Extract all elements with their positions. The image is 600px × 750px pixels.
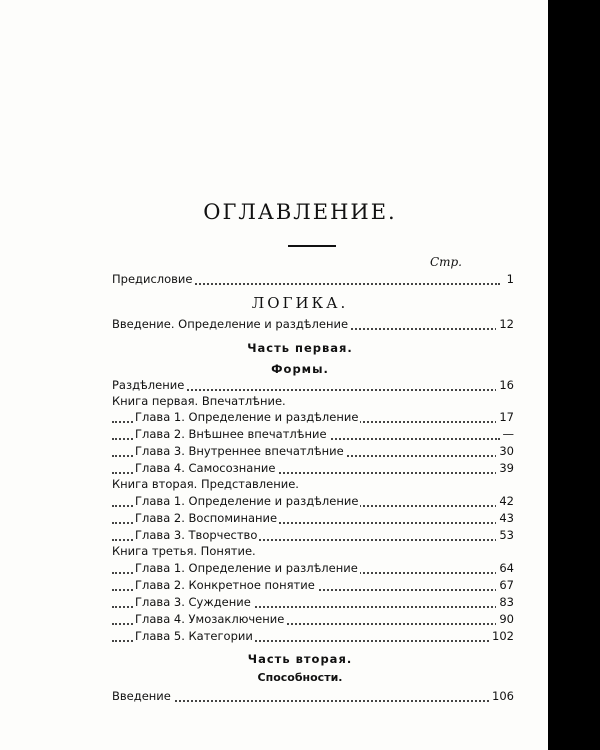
toc-entry	[0, 629, 600, 647]
toc-entry-label: Глава 2. Воспоминание	[135, 511, 278, 525]
toc-entry	[0, 561, 600, 579]
toc-book-label: Книга первая. Впечатлѣние.	[112, 394, 286, 408]
toc-entry	[0, 578, 600, 596]
toc-entry-page: 39	[496, 461, 514, 475]
toc-entry-label: Глава 5. Категории	[135, 629, 253, 643]
section-heading-logic: ЛОГИКА.	[251, 294, 349, 312]
toc-entry-page: 42	[496, 494, 514, 508]
toc-entry-page: 90	[496, 612, 514, 626]
toc-entry-label: Глава 2. Внѣшнее впечатлѣние	[135, 427, 327, 441]
toc-entry-label: Раздѣление	[112, 378, 185, 392]
toc-entry-page: 67	[496, 578, 514, 592]
toc-entry-label: Глава 3. Внутреннее впечатлѣние	[135, 444, 344, 458]
toc-entry	[0, 494, 600, 512]
toc-entry	[0, 511, 600, 529]
toc-entry	[0, 410, 600, 428]
toc-book-label: Книга третья. Понятие.	[112, 544, 256, 558]
toc-book-label: Книга вторая. Представление.	[112, 477, 299, 491]
title-rule	[288, 245, 336, 247]
subheading-forms: Формы.	[271, 362, 329, 376]
toc-entry-page: 1	[504, 272, 514, 286]
toc-entry	[0, 444, 600, 462]
toc-entry-page: 12	[496, 317, 514, 331]
page-edge-shadow	[548, 0, 600, 750]
toc-entry-page: 102	[489, 629, 514, 643]
toc-entry-label: Предисловие	[112, 272, 193, 286]
toc-entry-label: Введение. Определение и раздѣление	[112, 317, 349, 331]
toc-entry-label: Глава 1. Определение и раздѣление	[135, 410, 359, 424]
toc-entry	[0, 427, 600, 445]
toc-entry	[0, 689, 600, 707]
toc-entry	[0, 317, 600, 335]
toc-entry-label: Глава 4. Умозаключение	[135, 612, 285, 626]
page-title: ОГЛАВЛЕНИЕ.	[203, 200, 397, 224]
toc-entry-page: 83	[496, 595, 514, 609]
toc-entry-page: 17	[496, 410, 514, 424]
book-heading	[0, 544, 600, 562]
toc-entry	[0, 612, 600, 630]
toc-entry-label: Введение	[112, 689, 171, 703]
toc-entry-page: —	[500, 427, 515, 441]
toc-entry-page: 64	[496, 561, 514, 575]
page-column-header: Стр.	[429, 255, 462, 269]
book-heading	[0, 477, 600, 495]
toc-entry-label: Глава 4. Самосознание	[135, 461, 276, 475]
toc-entry-page: 53	[496, 528, 514, 542]
toc-entry-label: Глава 1. Определение и разлѣление	[135, 561, 358, 575]
part-heading-two: Часть вторая.	[247, 652, 353, 666]
toc-entry-label: Глава 3. Творчество	[135, 528, 258, 542]
part-heading-one: Часть первая.	[247, 341, 353, 355]
subheading-abilities: Способности.	[257, 671, 343, 684]
toc-entry-label: Глава 3. Суждение	[135, 595, 251, 609]
toc-entry	[0, 595, 600, 613]
toc-entry-page: 43	[496, 511, 514, 525]
toc-entry-page: 30	[496, 444, 514, 458]
toc-entry-page: 106	[489, 689, 514, 703]
toc-entry-page: 16	[496, 378, 514, 392]
toc-entry-label: Глава 1. Определение и раздѣление	[135, 494, 359, 508]
toc-entry	[0, 272, 600, 290]
toc-entry-label: Глава 2. Конкретное понятие	[135, 578, 315, 592]
